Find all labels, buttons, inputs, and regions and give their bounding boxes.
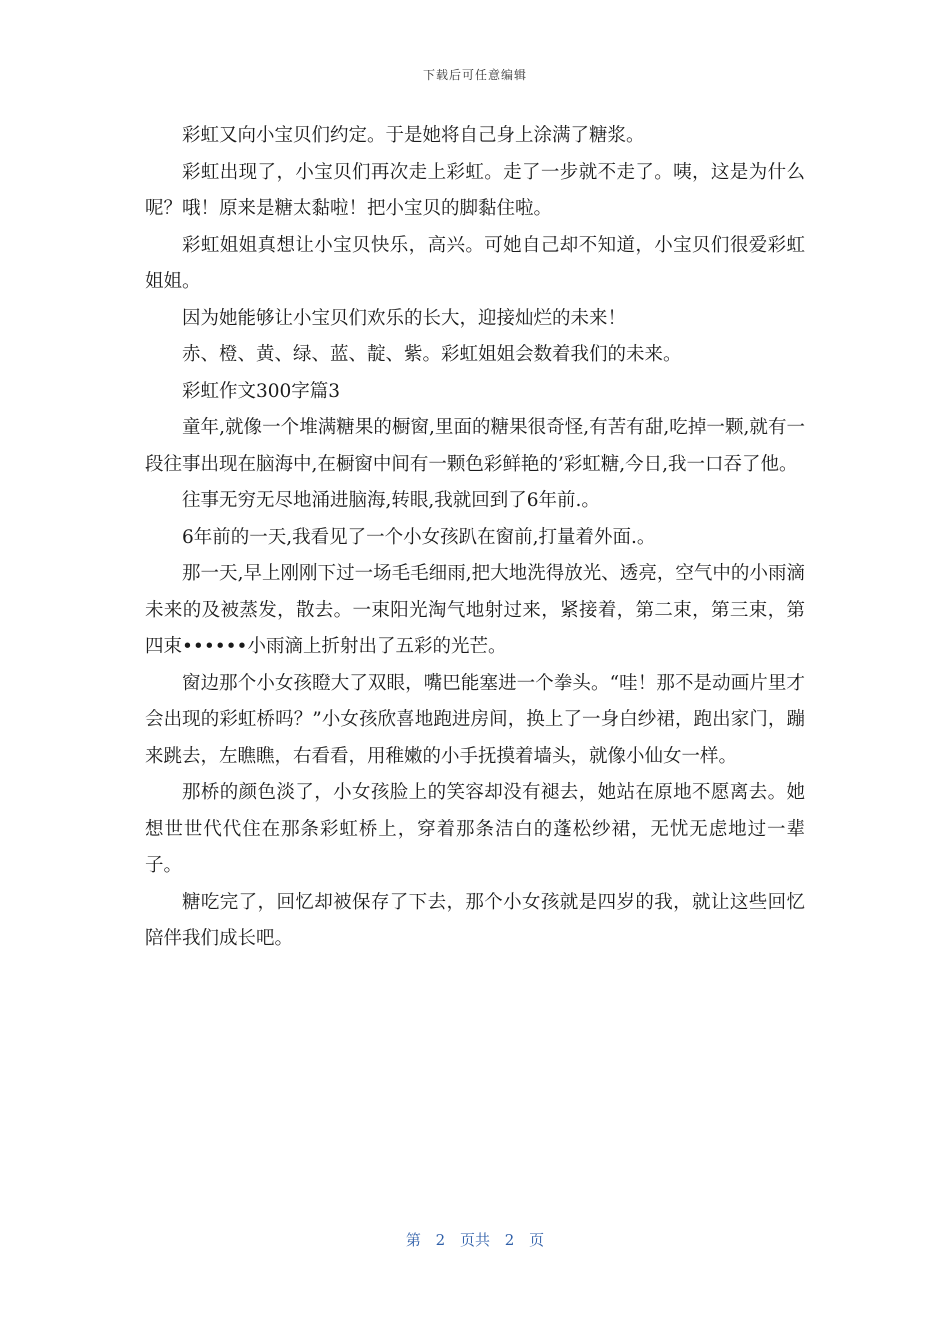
page-footer <box>0 1229 950 1250</box>
paragraph: 往事无穷无尽地涌进脑海,转眼,我就回到了6年前.。 <box>182 490 600 511</box>
page-header: 下载后可任意编辑 <box>422 68 527 82</box>
footer-suffix: 页 <box>529 1231 545 1249</box>
section-heading: 彩虹作文300字篇3 <box>182 380 341 402</box>
paragraph: 6年前的一天,我看见了一个小女孩趴在窗前,打量着外面.。 <box>182 526 656 548</box>
paragraph: 窗边那个小女孩瞪大了双眼，嘴巴能塞进一个拳头。“哇！那不是动画片里才会出现的彩虹桥吗？”小女孩欣喜地跑进房间，换上了一身白纱裙，跑出家门，蹦来跳去，左瞧瞧，右看看，用稚嫩的小手抚摸着墙头，就像小仙女一样。 <box>145 672 805 767</box>
paragraph: 那一天,早上刚刚下过一场毛毛细雨,把大地洗得放光、透亮，空气中的小雨滴未来的及被蒸发，散去。一束阳光淘气地射过来，紧接着，第二束，第三束，第四束••••••小雨滴上折射出了五彩的光芒。 <box>145 563 805 657</box>
paragraph: 彩虹出现了，小宝贝们再次走上彩虹。走了一步就不走了。咦，这是为什么呢？哦！原来是糖太黏啦！把小宝贝的脚黏住啦。 <box>145 161 805 219</box>
footer-middle: 页共 <box>459 1231 490 1249</box>
page-number: 2 <box>435 1231 446 1249</box>
paragraph: 彩虹姐姐真想让小宝贝快乐，高兴。可她自己却不知道，小宝贝们很爱彩虹姐姐。 <box>145 234 805 292</box>
paragraph: 因为她能够让小宝贝们欢乐的长大，迎接灿烂的未来！ <box>182 307 627 329</box>
footer-prefix: 第 <box>405 1231 421 1249</box>
paragraph: 赤、橙、黄、绿、蓝、靛、紫。彩虹姐姐会数着我们的未来。 <box>182 344 682 365</box>
paragraph: 彩虹又向小宝贝们约定。于是她将自己身上涂满了糖浆。 <box>182 125 645 146</box>
paragraph: 糖吃完了，回忆却被保存了下去，那个小女孩就是四岁的我，就让这些回忆陪伴我们成长吧。 <box>145 891 805 949</box>
total-pages: 2 <box>504 1231 515 1249</box>
paragraph: 童年,就像一个堆满糖果的橱窗,里面的糖果很奇怪,有苦有甜,吃掉一颗,就有一段往事出现在脑海中,在橱窗中间有一颗色彩鲜艳的’彩虹糖,今日,我一口吞了他。 <box>145 417 805 475</box>
document-body <box>145 118 805 958</box>
paragraph: 那桥的颜色淡了，小女孩脸上的笑容却没有褪去，她站在原地不愿离去。她想世世代代住在那条彩虹桥上，穿着那条洁白的蓬松纱裙，无忧无虑地过一辈子。 <box>145 782 805 876</box>
